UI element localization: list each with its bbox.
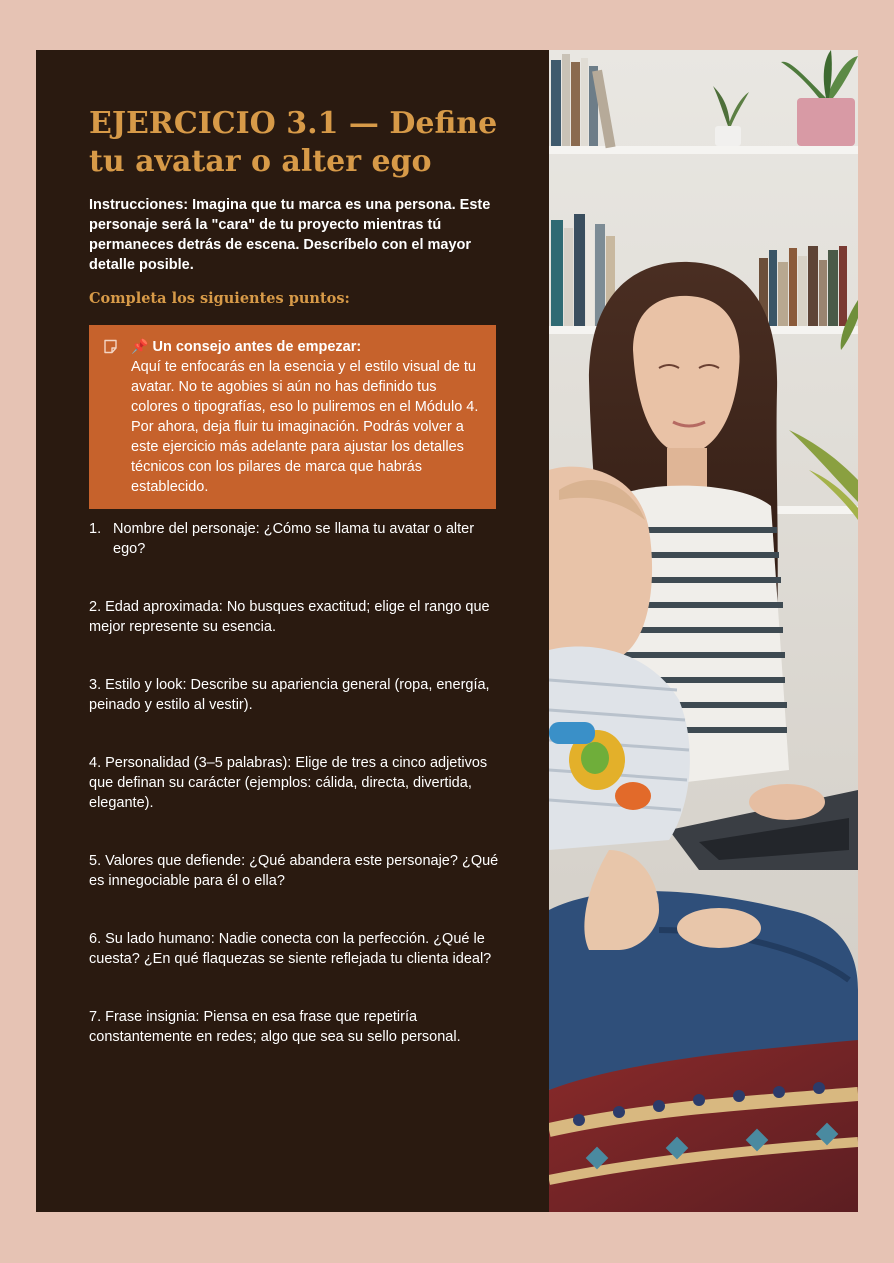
item-text: Nombre del personaje: ¿Cómo se llama tu avatar o alter ego? <box>113 521 475 557</box>
list-item: 7. Frase insignia: Piensa en esa frase que repetiría constantemente en redes; algo que sea su sello personal. <box>89 1009 461 1045</box>
callout-text: Aquí te enfocarás en la esencia y el estilo visual de tu avatar. No te agobies si aún no has definido tus colores o tipografías, eso lo puliremos en el Módulo 4. Por ahora, deja fluir tu imaginación. Podrás volver a este ejercicio más adelante para ajustar los detalles técnicos con los pilares de marca que habrás establecido. <box>131 359 479 495</box>
worksheet-content <box>89 50 499 1047</box>
question-list <box>89 519 499 1047</box>
tip-callout <box>89 325 496 509</box>
list-item: 3. Estilo y look: Describe su apariencia general (ropa, energía, peinado y estilo al vestir). <box>89 677 490 713</box>
callout-heading <box>131 336 482 357</box>
callout-heading-text: Un consejo antes de empezar: <box>152 339 362 355</box>
list-item: 2. Edad aproximada: No busques exactitud; elige el rango que mejor represente su esencia. <box>89 599 490 635</box>
note-icon <box>103 336 121 497</box>
list-item: 5. Valores que defiende: ¿Qué abandera este personaje? ¿Qué es innegociable para él o ella? <box>89 853 499 889</box>
mother-baby-laptop-photo <box>549 50 858 1212</box>
instructions-text: Instrucciones: Imagina que tu marca es una persona. Este personaje será la "cara" de tu proyecto mientras tú permaneces detrás de escena. Descríbelo con el mayor detalle posible. <box>89 197 491 273</box>
item-number: 1. <box>89 521 102 537</box>
pushpin-icon: 📌 <box>131 338 149 354</box>
worksheet-page <box>36 50 858 1212</box>
section-subtitle: Completa los siguientes puntos: <box>89 290 350 307</box>
list-item: 6. Su lado humano: Nadie conecta con la perfección. ¿Qué le cuesta? ¿En qué flaquezas se siente reflejada tu clienta ideal? <box>89 931 492 967</box>
page-title: EJERCICIO 3.1 — Define tu avatar o alter ego <box>89 106 498 179</box>
callout-body <box>131 336 482 497</box>
list-item: 4. Personalidad (3–5 palabras): Elige de tres a cinco adjetivos que definan su carácter (ejemplos: cálida, directa, divertida, elegante). <box>89 755 488 811</box>
list-item <box>89 519 499 559</box>
